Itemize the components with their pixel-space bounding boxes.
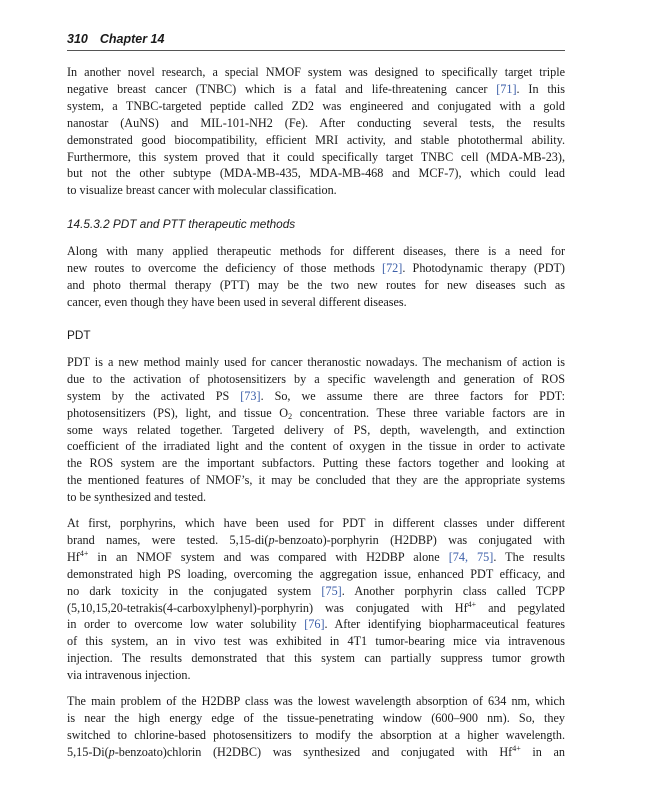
text-line: Furthermore, this system proved that it could specifically target TNBC cell (MDA-MB-23), [67, 149, 565, 164]
running-header [67, 26, 565, 51]
text-line: switched to chlorine-based photosensitizers to modify the absorption at a higher wavelength. [67, 727, 565, 742]
text-line: some ways related together. Targeted delivery of PS, depth, wavelength, and extinction [67, 422, 565, 437]
text-line: no dark toxicity in the conjugated system [75]. Another porphyrin class called TCPP [67, 583, 565, 598]
text-line: cancer, even though they have been used in several different diseases. [67, 294, 407, 309]
paragraph-pdt-mechanism [67, 354, 565, 506]
text-line: via intravenous injection. [67, 668, 191, 683]
text-line: to be synthesized and tested. [67, 490, 207, 505]
text-line: the mentioned features of NMOF’s, it may be concluded that they are the appropriate systems [67, 473, 565, 488]
paragraph-h2dbp-problem [67, 693, 565, 761]
text-line: negative breast cancer (TNBC) which is a fatal and life-threatening cancer [71]. In this [67, 81, 565, 96]
text-line: in order to overcome low water solubility [76]. After identifying biopharmaceutical features [67, 617, 565, 632]
citation-link[interactable]: [74, 75] [448, 549, 494, 564]
text-line: The main problem of the H2DBP class was the lowest wavelength absorption of 634 nm, which [67, 694, 565, 709]
text-line: the ROS system are the important subfactors. Putting these factors together and looking at [67, 456, 565, 471]
paragraph-nmof-tnbc [67, 64, 565, 199]
text-line: and photo thermal therapy (PTT) may be the two new routes for new diseases such as [67, 278, 565, 293]
page [67, 26, 565, 761]
paragraph-porphyrins [67, 515, 565, 684]
text-line: photosensitizers (PS), light, and tissue $O_2$ concentration. These three variable factors are in [67, 405, 565, 421]
text-line: $Hf^{4+}$ in an NMOF system and was compared with H2DBP alone [74, 75]. The results [67, 548, 565, 564]
citation-link[interactable]: [72] [382, 261, 403, 276]
text-line: system, a TNBC-targeted peptide called ZD2 was engineered and conjugated with a gold [67, 98, 565, 113]
text-line: is near the high energy edge of the tissue-penetrating window (600–900 nm). So, they [67, 711, 565, 725]
text-line: of this system, an in vivo test was exhibited in 4T1 tumor-bearing mice via intravenous [67, 634, 565, 649]
citation-link[interactable]: [71] [496, 81, 517, 96]
pdt-label: PDT [67, 327, 91, 342]
text-line: system by the activated PS [73]. So, we assume there are three factors for PDT: [67, 388, 565, 403]
citation-link[interactable]: [76] [304, 617, 325, 632]
text-line: nanostar (AuNS) and MIL-101-NH2 (Fe). After conducting several tests, the results [67, 115, 565, 130]
text-line: demonstrated good biocompatibility, efficient MRI activity, and stable photothermal ability. [67, 132, 565, 147]
chapter-title: Chapter 14 [99, 32, 165, 46]
page-number: 310 [67, 32, 88, 46]
citation-link[interactable]: [73] [240, 388, 261, 403]
text-line: due to the activation of photosensitizers by a specific wavelength and generation of ROS [67, 371, 565, 386]
text-line: At first, porphyrins, which have been used for PDT in different classes under different [67, 516, 565, 531]
subsection-heading: 14.5.3.2 PDT and PTT therapeutic methods [67, 217, 296, 232]
text-line: (5,10,15,20-tetrakis(4-carboxylphenyl)-porphyrin) was conjugated with $Hf^{4+}$ and pegylated [67, 599, 565, 615]
paragraph-pdt-ptt-intro [67, 243, 565, 311]
text-line: injection. The results demonstrated that this system can partially suppress tumor growth [67, 651, 565, 666]
text-line: new routes to overcome the deficiency of those methods [72]. Photodynamic therapy (PDT) [67, 261, 565, 276]
text-line: In another novel research, a special NMOF system was designed to specifically target triple [67, 65, 565, 79]
text-line: brand names, were tested. 5,15-di(p-benzoato)-porphyrin (H2DBP) was conjugated with [67, 532, 565, 547]
text-line: 5,15-Di(p-benzoato)chlorin (H2DBC) was synthesized and conjugated with $Hf^{4+}$ in an [67, 743, 566, 759]
text-line: coefficient of the irradiated light and the content of oxygen in the tissue in order to activate [67, 439, 565, 454]
text-line: to visualize breast cancer with molecular classification. [67, 183, 337, 198]
text-line: Along with many applied therapeutic methods for different diseases, there is a need for [67, 244, 565, 259]
citation-link[interactable]: [75] [321, 583, 342, 598]
text-line: demonstrated high PS loading, overcoming the aggregation issue, enhanced PDT efficacy, and [67, 566, 565, 581]
text-line: but not the other subtype (MDA-MB-435, MDA-MB-468 and MCF-7), which could lead [67, 166, 565, 181]
text-line: PDT is a new method mainly used for cancer theranostic nowadays. The mechanism of action is [67, 354, 565, 369]
